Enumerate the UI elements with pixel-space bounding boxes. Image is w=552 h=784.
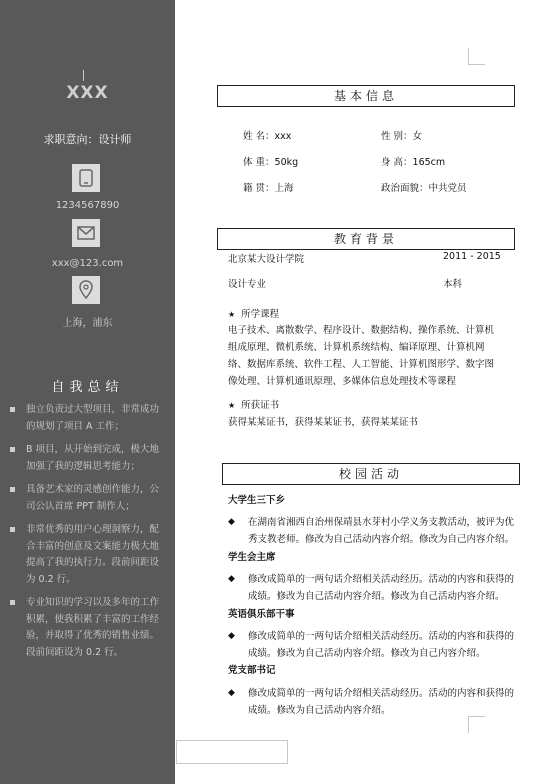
name-row: 姓 名：xxx xyxy=(243,131,292,142)
location-text: 上海，浦东 xyxy=(62,318,113,329)
bullet-square-icon xyxy=(10,487,15,492)
summary-item: 专业知识的学习以及多年的工作积累，使我积累了丰富的工作经验，并取得了优秀的销售业绩。段前间距设为 0.2 行。 xyxy=(10,595,162,661)
certs-title: ★ 所获证书 xyxy=(228,400,280,411)
degree: 本科 xyxy=(443,279,463,290)
footer-box[interactable] xyxy=(176,740,288,764)
campus-header: 校园活动 xyxy=(222,463,520,485)
name-divider xyxy=(83,70,84,81)
basic-info-header: 基本信息 xyxy=(217,85,515,107)
summary-item: 独立负责过大型项目，非常成功的规划了项目 A 工作； xyxy=(10,402,162,435)
phone-icon xyxy=(72,164,100,192)
star-bullet-icon: ★ xyxy=(228,310,236,319)
major: 设计专业 xyxy=(228,279,267,290)
activity-org: 学生会主席 xyxy=(228,552,276,563)
diamond-bullet-icon: ◆ xyxy=(228,688,235,698)
star-bullet-icon: ★ xyxy=(228,401,236,410)
weight-row: 体 重：50kg xyxy=(243,157,299,168)
margin-corner-mark xyxy=(468,48,485,65)
activity-item: ◆ 修改成简单的一两句话介绍相关活动经历。活动的内容和获得的成绩。修改为自己活动内容介绍。 xyxy=(228,685,518,719)
school-name: 北京某大设计学院 xyxy=(228,254,305,265)
gender-row: 性 别：女 xyxy=(381,131,423,142)
activity-item: ◆ 修改成简单的一两句话介绍相关活动经历。活动的内容和获得的成绩。修改为自己活动内容介绍。修改为自己活动内容介绍。 xyxy=(228,571,518,605)
study-period: 2011 - 2015 xyxy=(443,251,501,262)
summary-list xyxy=(10,402,162,668)
certs-text: 获得某某证书，获得某某证书，获得某某证书 xyxy=(228,417,419,428)
origin-row: 籍 贯：上海 xyxy=(243,183,294,194)
bullet-square-icon xyxy=(10,600,15,605)
candidate-name: XXX xyxy=(66,83,109,103)
education-header: 教育背景 xyxy=(217,228,515,250)
diamond-bullet-icon: ◆ xyxy=(228,517,235,527)
politics-row: 政治面貌：中共党员 xyxy=(381,183,467,194)
email-address: xxx@123.com xyxy=(51,258,124,269)
sidebar xyxy=(0,0,175,784)
summary-item: 非常优秀的用户心理洞察力，配合丰富的创意及文案能力极大地提高了我的执行力。段前间距设为 0.2 行。 xyxy=(10,522,162,588)
height-row: 身 高：165cm xyxy=(381,157,446,168)
mail-icon xyxy=(72,219,100,247)
bullet-square-icon xyxy=(10,447,15,452)
summary-item: 具备艺术家的灵感创作能力，公司公认首席 PPT 制作人； xyxy=(10,482,162,515)
bullet-square-icon xyxy=(10,527,15,532)
summary-title: 自我总结 xyxy=(51,380,124,395)
summary-item: B 项目，从开始到完成，极大地加强了我的逻辑思考能力； xyxy=(10,442,162,475)
activity-item: ◆ 在湖南省湘西自治州保靖县水芽村小学义务支教活动，被评为优秀支教老师。修改为自己活动内容介绍。修改为自己内容介绍。 xyxy=(228,514,518,548)
courses-text: 电子技术、离散数学、程序设计、数据结构、操作系统、计算机组成原理、微机系统、计算机系统结构、编译原理、计算机网络、数据库系统、软件工程、人工智能、计算机图形学、数字图像处理、计算机通讯原理、多媒体信息处理技术等课程 xyxy=(228,325,495,387)
activity-org: 党支部书记 xyxy=(228,665,276,676)
bullet-square-icon xyxy=(10,407,15,412)
diamond-bullet-icon: ◆ xyxy=(228,574,235,584)
diamond-bullet-icon: ◆ xyxy=(228,631,235,641)
phone-number: 1234567890 xyxy=(55,200,120,211)
activity-org: 大学生三下乡 xyxy=(228,495,286,506)
courses-title: ★ 所学课程 xyxy=(228,309,280,320)
location-icon xyxy=(72,276,100,304)
activity-item: ◆ 修改成简单的一两句话介绍相关活动经历。活动的内容和获得的成绩。修改为自己活动内容介绍。修改为自己内容介绍。 xyxy=(228,628,518,662)
job-intent: 求职意向：设计师 xyxy=(43,133,132,146)
activity-org: 英语俱乐部干事 xyxy=(228,609,295,620)
